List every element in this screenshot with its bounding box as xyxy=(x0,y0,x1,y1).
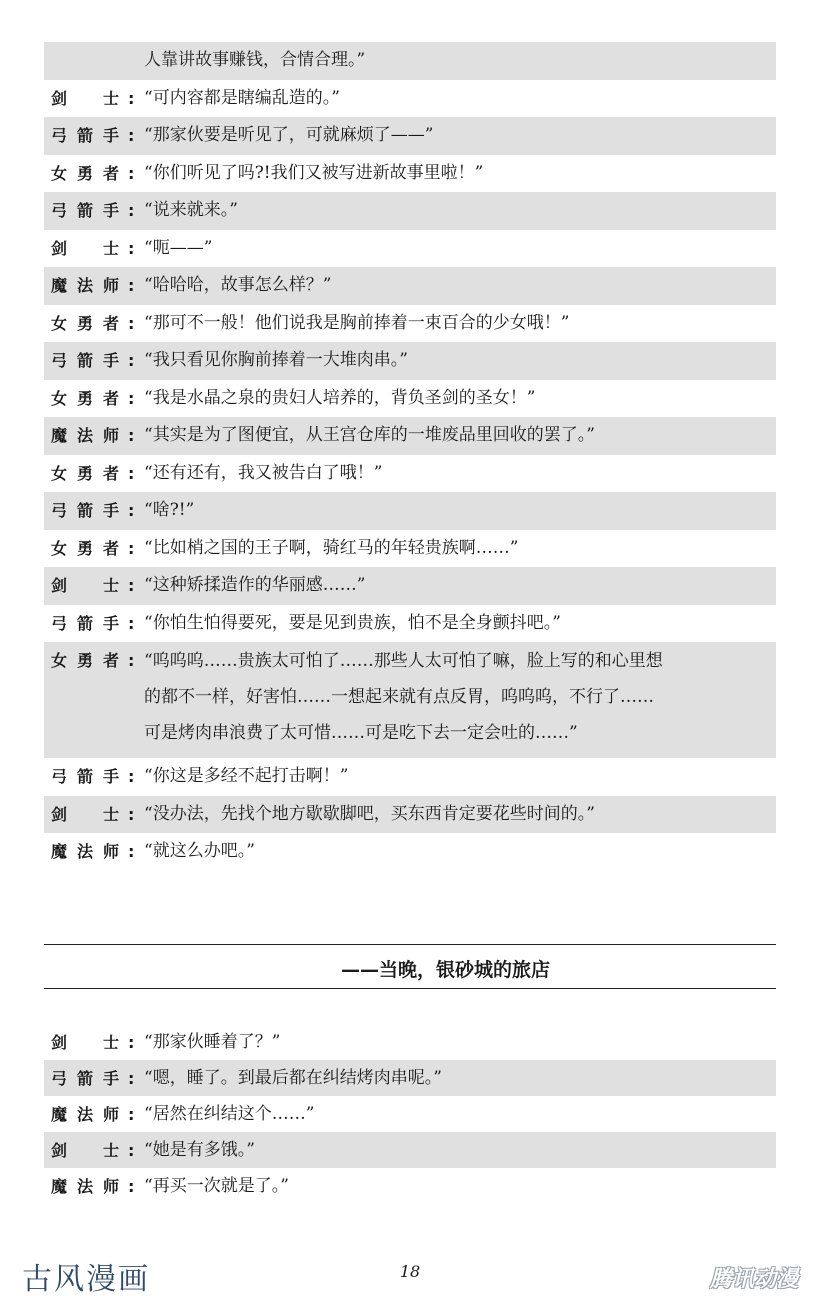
dialogue-line xyxy=(44,1096,776,1132)
dialogue-text: “说来就来。” xyxy=(144,200,238,220)
dialogue-line xyxy=(44,267,776,305)
heading-rule-bottom xyxy=(44,988,776,989)
dialogue-text: “就这么办吧。” xyxy=(144,841,255,861)
speaker-name: 女 勇 者 : xyxy=(51,313,135,333)
speaker-name: 弓 箭 手 : xyxy=(51,501,135,520)
speaker-name: 弓 箭 手 : xyxy=(51,767,135,786)
speaker-name: 弓 箭 手 : xyxy=(51,1069,135,1088)
dialogue-text: “她是有多饿。” xyxy=(144,1140,255,1160)
dialogue-line xyxy=(44,1168,776,1204)
speaker-name: 弓 箭 手 : xyxy=(51,613,135,633)
speaker-name: 魔 法 师 : xyxy=(51,276,135,295)
speaker-name: 弓 箭 手 : xyxy=(51,351,135,370)
speaker-name: 女 勇 者 : xyxy=(51,538,135,558)
dialogue-text: “你怕生怕得要死，要是见到贵族，怕不是全身颤抖吧。” xyxy=(144,612,561,633)
dialogue-line xyxy=(44,230,776,268)
speaker-name: 弓 箭 手 : xyxy=(51,201,135,220)
dialogue-line xyxy=(44,117,776,155)
heading-rule-top xyxy=(44,944,776,945)
dialogue-text: “没办法，先找个地方歇歇脚吧，买东西肯定要花些时间的。” xyxy=(144,803,595,824)
dialogue-line xyxy=(44,192,776,230)
speaker-name: 女 勇 者 : xyxy=(51,651,135,670)
dialogue-text-line: 可是烤肉串浪费了太可惜……可是吃下去一定会吐的……” xyxy=(144,723,578,743)
speaker-name: 魔 法 师 : xyxy=(51,426,135,445)
dialogue-line xyxy=(44,80,776,118)
dialogue-line xyxy=(44,758,776,796)
dialogue-text: “我是水晶之泉的贵妇人培养的，背负圣剑的圣女！” xyxy=(144,387,536,408)
dialogue-line xyxy=(44,42,776,80)
dialogue-text: 人靠讲故事赚钱，合情合理。” xyxy=(144,50,366,70)
dialogue-text: “呃——” xyxy=(144,237,213,258)
dialogue-text: “哈哈哈，故事怎么样？” xyxy=(144,275,332,295)
speaker-name: 剑 士 : xyxy=(51,1033,135,1052)
dialogue-line xyxy=(44,380,776,418)
dialogue-text: “那家伙睡着了？” xyxy=(144,1032,281,1052)
dialogue-line xyxy=(44,305,776,343)
speaker-name: 弓 箭 手 : xyxy=(51,126,135,145)
dialogue-line xyxy=(44,833,776,871)
dialogue-line xyxy=(44,1024,776,1060)
dialogue-text: “那可不一般！他们说我是胸前捧着一束百合的少女哦！” xyxy=(144,312,570,333)
speaker-name: 女 勇 者 : xyxy=(51,463,135,483)
speaker-name: 女 勇 者 : xyxy=(51,163,135,183)
dialogue-text-line: 的都不一样，好害怕……一想起来就有点反胃，呜呜呜，不行了…… xyxy=(144,687,654,707)
dialogue-line xyxy=(44,605,776,643)
dialogue-text: “其实是为了图便宜，从王宫仓库的一堆废品里回收的罢了。” xyxy=(144,425,595,445)
dialogue-text xyxy=(144,643,776,751)
dialogue-line xyxy=(44,155,776,193)
dialogue-text: “你们听见了吗?!我们又被写进新故事里啦！” xyxy=(144,162,484,183)
dialogue-text: “这种矫揉造作的华丽感……” xyxy=(144,575,366,595)
dialogue-text: “你这是多经不起打击啊！” xyxy=(144,766,349,786)
dialogue-line xyxy=(44,796,776,834)
dialogue-text: “再买一次就是了。” xyxy=(144,1176,289,1196)
dialogue-text: “我只看见你胸前捧着一大堆肉串。” xyxy=(144,350,408,370)
dialogue-text: “居然在纠结这个……” xyxy=(144,1104,315,1124)
speaker-name: 魔 法 师 : xyxy=(51,842,135,861)
dialogue-line xyxy=(44,530,776,568)
watermark-logo: 腾讯动漫 xyxy=(709,1267,798,1292)
speaker-name: 魔 法 师 : xyxy=(51,1105,135,1124)
dialogue-text: “比如梢之国的王子啊，骑红马的年轻贵族啊……” xyxy=(144,537,519,558)
footer-logo: 古风漫画 xyxy=(22,1262,150,1297)
dialogue-text-line: “呜呜呜……贵族太可怕了……那些人太可怕了嘛，脸上写的和心里想 xyxy=(144,651,663,671)
dialogue-bottom xyxy=(44,1024,776,1204)
dialogue-line xyxy=(44,342,776,380)
dialogue-text: “还有还有，我又被告白了哦！” xyxy=(144,462,383,483)
speaker-name: 魔 法 师 : xyxy=(51,1177,135,1196)
dialogue-line xyxy=(44,1132,776,1168)
page-number: 18 xyxy=(399,1262,421,1281)
speaker-name: 剑 士 : xyxy=(51,804,135,824)
dialogue-line xyxy=(44,567,776,605)
dialogue-text: “那家伙要是听见了，可就麻烦了——” xyxy=(144,125,434,145)
dialogue-text: “可内容都是瞎编乱造的。” xyxy=(144,87,340,108)
speaker-name: 女 勇 者 : xyxy=(51,388,135,408)
speaker-name: 剑 士 : xyxy=(51,1141,135,1160)
dialogue-text: “啥?!” xyxy=(144,500,195,520)
speaker-name: 剑 士 : xyxy=(51,238,135,258)
dialogue-line xyxy=(44,492,776,530)
section-heading: ——当晚，银砂城的旅店 xyxy=(340,959,550,981)
dialogue-line xyxy=(44,642,776,758)
dialogue-line xyxy=(44,1060,776,1096)
dialogue-line xyxy=(44,455,776,493)
dialogue-text: “嗯，睡了。到最后都在纠结烤肉串呢。” xyxy=(144,1068,442,1088)
speaker-name: 剑 士 : xyxy=(51,88,135,108)
speaker-name: 剑 士 : xyxy=(51,576,135,595)
dialogue-top xyxy=(44,42,776,871)
dialogue-line xyxy=(44,417,776,455)
